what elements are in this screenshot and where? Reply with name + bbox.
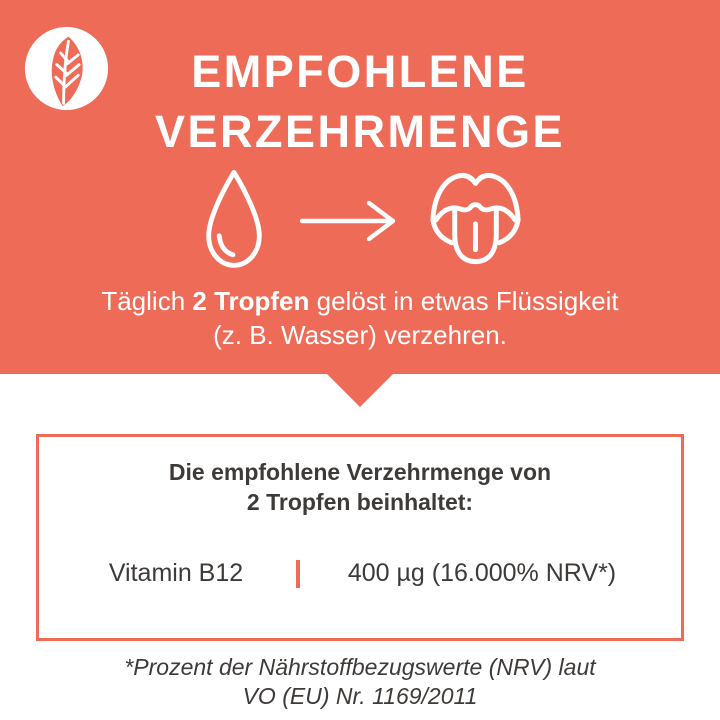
page-title-line1: EMPFOHLENE	[191, 46, 529, 97]
water-drop-icon	[196, 167, 272, 275]
nutrient-amount: 400 µg (16.000% NRV*)	[347, 559, 617, 587]
dosage-instruction-line1	[0, 284, 720, 318]
nrv-footnote	[0, 653, 720, 711]
instruction-prefix: Täglich	[101, 286, 193, 316]
nutrient-name: Vitamin B12	[108, 559, 244, 587]
dosage-instruction	[0, 284, 720, 352]
dosage-box-heading-line1: Die empfohlene Verzehrmenge von	[168, 459, 552, 485]
page-title-line2: VERZEHRMENGE	[154, 106, 566, 157]
dosage-box-heading	[39, 457, 681, 517]
arrow-right-icon	[299, 197, 399, 245]
nutrient-row	[39, 559, 681, 588]
hero-pointer-triangle	[327, 374, 393, 407]
brand-logo	[23, 25, 110, 112]
dosage-icon-row	[0, 165, 720, 277]
nrv-footnote-line1: *Prozent der Nährstoffbezugswerte (NRV) laut	[124, 654, 596, 680]
nrv-footnote-line2: VO (EU) Nr. 1169/2011	[242, 683, 478, 709]
dosage-box	[36, 434, 684, 641]
mouth-tongue-icon	[426, 166, 525, 276]
dosage-box-heading-line2: 2 Tropfen beinhaltet:	[246, 489, 474, 515]
dosage-instruction-line2: (z. B. Wasser) verzehren.	[213, 320, 507, 350]
instruction-suffix: gelöst in etwas Flüssigkeit	[309, 286, 619, 316]
leaf-badge-icon	[23, 25, 110, 112]
instruction-dose: 2 Tropfen	[192, 286, 310, 316]
